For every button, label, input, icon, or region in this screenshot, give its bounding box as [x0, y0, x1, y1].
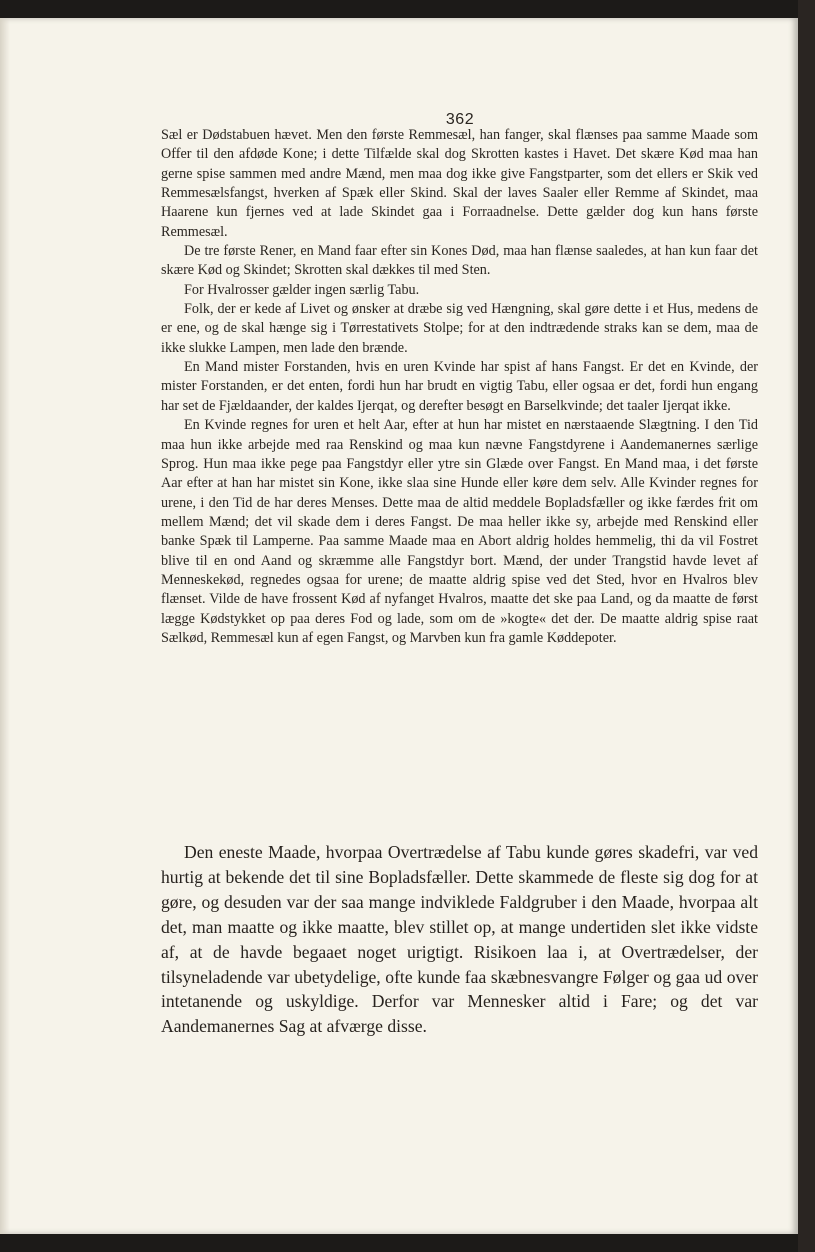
large-print-section: [161, 840, 758, 1039]
paragraph-rener: De tre første Rener, en Mand faar efter sin Kones Død, maa han flænse saaledes, at han kun faar det skære Kød og Skindet; Skrotten skal dækkes til med Sten.: [161, 243, 758, 279]
page-number-text: 362: [445, 111, 475, 128]
book-spine-edge: [798, 0, 815, 1252]
page-gutter-shadow: [0, 18, 10, 1234]
book-page: [0, 18, 798, 1234]
paragraph-overtraedelse: Den eneste Maade, hvorpaa Overtrædelse af Tabu kunde gøres skadefri, var ved hurtig at bekende det til sine Bopladsfæller. Dette skammede de fleste sig dog for at gøre, og desuden var der saa mange indviklede Faldgruber i den Maade, hvorpaa alt det, man maatte og ikke maatte, blev stillet op, at mange undertiden slet ikke vidste af, at de havde begaaet noget urigtigt. Risikoen laa i, at Overtrædelser, der tilsyneladende var ubetydelige, ofte kunde faa skæbnesvangre Følger og gaa ud over intetanende og uskyldige. Derfor var Mennesker altid i Fare; og det var Aandemanernes Sag at afværge disse.: [161, 842, 758, 1037]
paragraph-haengning: Folk, der er kede af Livet og ønsker at dræbe sig ved Hængning, skal gøre dette i et Hus, medens de er ene, og de skal hænge sig i Tørrestativets Stolpe; for at den indtrædende straks kan se dem, maa de ikke slukke Lampen, men lade den brænde.: [161, 301, 758, 356]
small-print-section: [161, 126, 758, 648]
paragraph-remmesael: Sæl er Dødstabuen hævet. Men den første Remmesæl, han fanger, skal flænses paa samme Maade som Offer til den afdøde Kone; i dette Tilfælde skal dog Skrotten kastes i Havet. Det skære Kød maa han gerne spise sammen med andre Mænd, men maa dog ikke give Fangstparter, som det ellers er Skik ved Remmesælsfangst, hverken af Spæk eller Skind. Skal der laves Saaler eller Remme af Skindet, maa Haarene kun fjernes ved at lade Skindet gaa i Forraadnelse. Dette gælder dog kun hans første Remmesæl.: [161, 127, 758, 240]
paragraph-uren-kvinde: En Kvinde regnes for uren et helt Aar, efter at hun har mistet en nærstaaende Slægtning. I den Tid maa hun ikke arbejde med raa Renskind og maa kun nævne Fangstdyrene i Aandemanernes særlige Sprog. Hun maa ikke pege paa Fangstdyr eller ytre sin Glæde over Fangst. En Mand maa, i det første Aar efter at han har mistet sin Kone, ikke slaa sine Hunde eller køre dem selv. Alle Kvinder regnes for urene, i den Tid de har deres Menses. Dette maa de altid meddele Bopladsfæller og ikke færdes frit om mellem Mænd; det vil skade dem i deres Fangst. De maa heller ikke sy, arbejde med Renskind eller banke Spæk til Lamperne. Paa samme Maade maa en Abort aldrig holdes hemmelig, thi da vil Fostret blive til en ond Aand og skræmme alle Fangstdyr bort. Mænd, der under Trangstid havde levet af Menneskekød, regnedes ogsaa for urene; de maatte aldrig spise ved det Sted, hvor en Hvalros blev flænset. Vilde de have frossent Kød af nyfanget Hvalros, maatte det ske paa Land, og da maatte de først lægge Kødstykket op paa deres Fod og lade, som om de »kogte« det der. De maatte aldrig spise raat Sælkød, Remmesæl kun af egen Fangst, og Marvben kun fra gamle Køddepoter.: [161, 417, 758, 646]
paragraph-forstanden: En Mand mister Forstanden, hvis en uren Kvinde har spist af hans Fangst. Er det en Kvinde, der mister Forstanden, er det enten, fordi hun har brudt en vigtig Tabu, eller ogsaa er det, fordi hun engang har set de Fjældaander, der kaldes Ijerqat, og derefter besøgt en Barselkvinde; det taaler Ijerqat ikke.: [161, 359, 758, 414]
paragraph-hvalrosser: For Hvalrosser gælder ingen særlig Tabu.: [184, 281, 420, 298]
